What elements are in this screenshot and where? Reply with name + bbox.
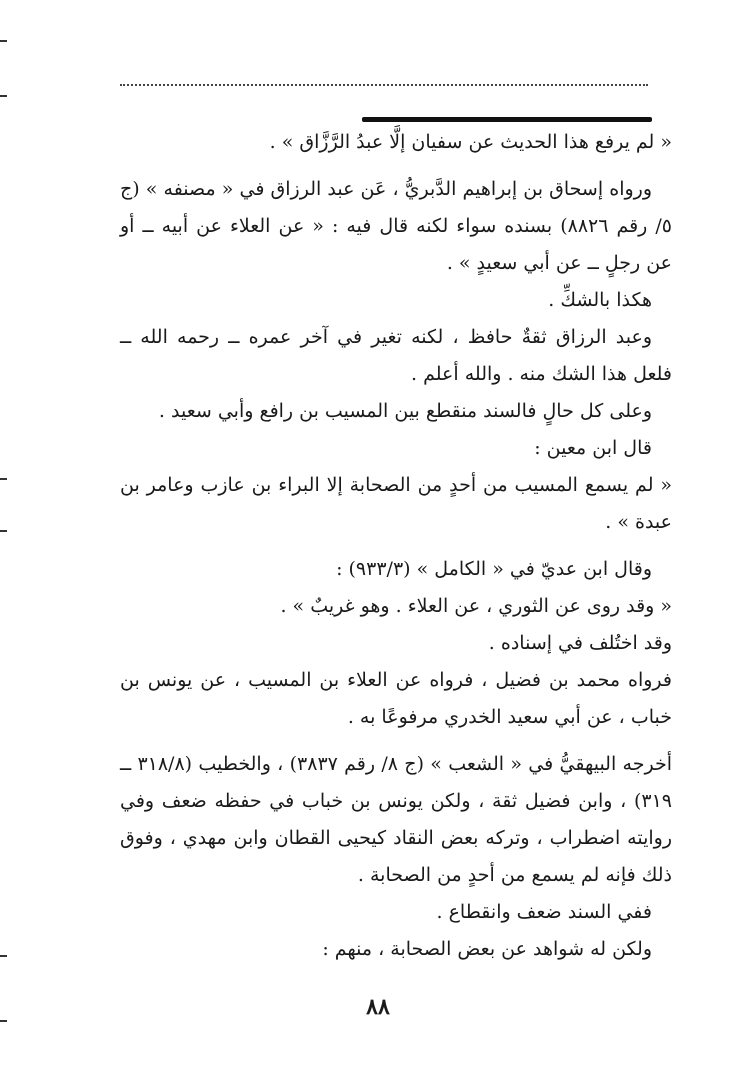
margin-mark (0, 95, 7, 97)
quote-paragraph: « لم يسمع المسيب من أحدٍ من الصحابة إلا البراء بن عازب وعامر بن عبدة » . (120, 474, 672, 533)
top-dotted-rule (120, 84, 648, 86)
margin-mark (0, 530, 7, 532)
page-number: ٨٨ (366, 994, 390, 1020)
top-solid-rule (362, 117, 652, 122)
quote-paragraph: « لم يرفع هذا الحديث عن سفيان إلَّا عبدُ الرَّزَّاق » . (269, 131, 672, 153)
page-body (120, 124, 672, 968)
margin-mark (0, 478, 7, 480)
body-paragraph: فرواه محمد بن فضيل ، فرواه عن العلاء بن المسيب ، عن يونس بن خباب ، عن أبي سعيد الخدري مرفوعًا به . (120, 669, 672, 728)
margin-mark (0, 1020, 7, 1022)
body-paragraph: وعبد الرزاق ثقةٌ حافظ ، لكنه تغير في آخر عمره ــ رحمه الله ــ فلعل هذا الشك منه . والله أعلم . (120, 326, 672, 385)
body-paragraph: قال ابن معين : (534, 437, 652, 459)
body-paragraph: ورواه إسحاق بن إبراهيم الدَّبريُّ ، عَن عبد الرزاق في « مصنفه » (ج ٥/ رقم ٨٨٢٦) بسنده سواء لكنه قال فيه : « عن العلاء عن أبيه ــ أو عن رجلٍ ــ عن أبي سعيدٍ » . (120, 178, 672, 274)
body-paragraph: وقد اختُلف في إسناده . (488, 632, 672, 654)
body-paragraph: وعلى كل حالٍ فالسند منقطع بين المسيب بن رافع وأبي سعيد . (158, 400, 652, 422)
body-paragraph: وقال ابن عديّ في « الكامل » (٩٣٣/٣) : (336, 558, 652, 580)
body-paragraph: أخرجه البيهقيُّ في « الشعب » (ج ٨/ رقم ٣٨٣٧) ، والخطيب (٣١٨/٨ ــ ٣١٩) ، وابن فضيل ثقة ، ولكن يونس بن خباب في حفظه ضعف وفي روايته اضطراب ، وتركه بعض النقاد كيحيى القطان وابن مهدي ، وفوق ذلك فإنه لم يسمع من أحدٍ من الصحابة . (120, 753, 672, 886)
body-paragraph: ففي السند ضعف وانقطاع . (436, 901, 652, 923)
margin-mark (0, 955, 7, 957)
body-paragraph: ولكن له شواهد عن بعض الصحابة ، منهم : (322, 938, 652, 960)
quote-paragraph: « وقد روى عن الثوري ، عن العلاء . وهو غريبٌ » . (280, 595, 672, 617)
body-paragraph: هكذا بالشكِّ . (548, 289, 652, 311)
margin-mark (0, 40, 7, 42)
